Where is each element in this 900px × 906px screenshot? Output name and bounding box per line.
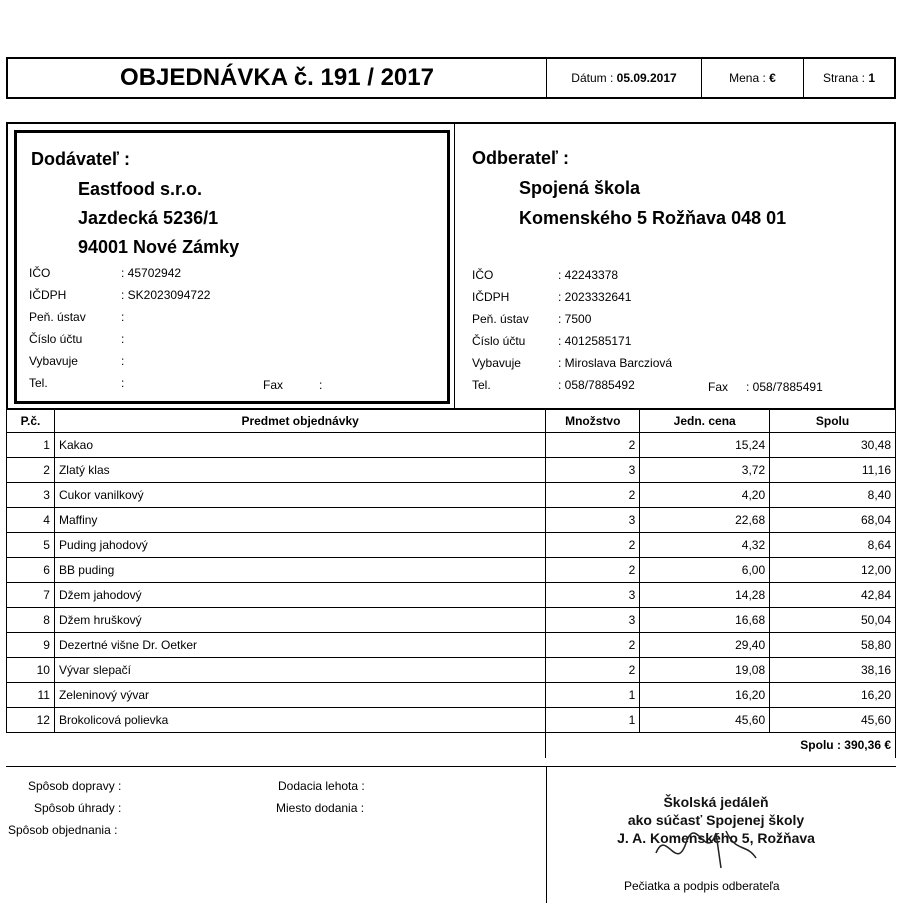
supplier-box (14, 130, 450, 404)
customer-handler-value: : Miroslava Barcziová (558, 356, 673, 370)
supplier-account-value: : (121, 332, 125, 346)
row-item: Brokolicová polievka (54, 708, 545, 733)
customer-fax-value: : 058/7885491 (746, 380, 823, 394)
row-total: 12,00 (770, 558, 896, 583)
customer-ico-value: : 42243378 (558, 268, 619, 282)
grand-total-row (7, 733, 896, 758)
row-unit-price: 29,40 (640, 633, 770, 658)
row-total: 42,84 (770, 583, 896, 608)
supplier-ico-value: : 45702942 (121, 266, 182, 280)
supplier-heading: Dodávateľ : (31, 149, 130, 169)
row-number: 11 (7, 683, 55, 708)
table-row (7, 433, 896, 458)
customer-address: Komenského 5 Rožňava 048 01 (519, 208, 787, 228)
row-number: 8 (7, 608, 55, 633)
row-item: Zeleninový vývar (54, 683, 545, 708)
row-unit-price: 14,28 (640, 583, 770, 608)
stamp-line-1: Školská jedáleň (663, 794, 769, 810)
table-row (7, 483, 896, 508)
order-header (6, 57, 896, 99)
footer-divider (546, 767, 547, 903)
row-quantity: 2 (546, 658, 640, 683)
row-number: 10 (7, 658, 55, 683)
supplier-ico-label: IČO (29, 266, 51, 280)
row-total: 8,40 (770, 483, 896, 508)
row-item: Maffiny (54, 508, 545, 533)
row-item: Džem hruškový (54, 608, 545, 633)
row-item: Dezertné višne Dr. Oetker (54, 633, 545, 658)
supplier-tel-value: : (121, 376, 125, 390)
row-total: 45,60 (770, 708, 896, 733)
row-quantity: 2 (546, 483, 640, 508)
table-row (7, 708, 896, 733)
customer-heading: Odberateľ : (472, 148, 569, 168)
customer-account-label: Číslo účtu (472, 334, 526, 348)
signature-scribble (646, 823, 766, 883)
row-item: Cukor vanilkový (54, 483, 545, 508)
supplier-tel-label: Tel. (29, 376, 48, 390)
delivery-place-label: Miesto dodania : (276, 801, 365, 815)
row-item: Zlatý klas (54, 458, 545, 483)
customer-tel-value: : 058/7885492 (558, 378, 635, 392)
row-item: Džem jahodový (54, 583, 545, 608)
table-row (7, 558, 896, 583)
customer-icdph-label: IČDPH (472, 290, 510, 304)
table-row (7, 458, 896, 483)
payment-label: Spôsob úhrady : (34, 801, 122, 815)
currency-label: Mena : (729, 71, 766, 85)
table-row (7, 658, 896, 683)
row-unit-price: 3,72 (640, 458, 770, 483)
row-unit-price: 4,32 (640, 533, 770, 558)
date-value: 05.09.2017 (616, 71, 677, 85)
order-method-label: Spôsob objednania : (8, 823, 118, 837)
parties-divider (454, 124, 455, 408)
parties-section (6, 122, 896, 410)
stamp-line-2: ako súčasť Spojenej školy (627, 812, 805, 828)
table-row (7, 608, 896, 633)
row-quantity: 3 (546, 508, 640, 533)
customer-fax-label: Fax (708, 380, 729, 394)
supplier-handler-label: Vybavuje (29, 354, 78, 368)
table-row (7, 533, 896, 558)
page-value: 1 (868, 71, 876, 85)
row-number: 1 (7, 433, 55, 458)
row-unit-price: 45,60 (640, 708, 770, 733)
transport-label: Spôsob dopravy : (28, 779, 122, 793)
items-table (6, 408, 896, 758)
row-number: 4 (7, 508, 55, 533)
row-item: Kakao (54, 433, 545, 458)
row-quantity: 2 (546, 433, 640, 458)
supplier-street: Jazdecká 5236/1 (78, 208, 219, 228)
row-total: 30,48 (770, 433, 896, 458)
row-total: 58,80 (770, 633, 896, 658)
row-quantity: 3 (546, 583, 640, 608)
row-quantity: 3 (546, 458, 640, 483)
row-item: Vývar slepačí (54, 658, 545, 683)
date-label: Dátum : (571, 71, 614, 85)
customer-icdph-value: : 2023332641 (558, 290, 632, 304)
row-total: 68,04 (770, 508, 896, 533)
supplier-bank-value: : (121, 310, 125, 324)
supplier-city: 94001 Nové Zámky (78, 237, 240, 257)
row-number: 2 (7, 458, 55, 483)
page-label: Strana : (822, 71, 865, 85)
customer-ico-label: IČO (472, 268, 494, 282)
date-cell (546, 59, 701, 97)
supplier-fax-label: Fax (263, 378, 284, 392)
currency-cell (701, 59, 803, 97)
row-item: Puding jahodový (54, 533, 545, 558)
customer-bank-value: : 7500 (558, 312, 592, 326)
supplier-handler-value: : (121, 354, 125, 368)
customer-name: Spojená škola (519, 178, 641, 198)
currency-value: € (769, 71, 776, 85)
row-quantity: 2 (546, 533, 640, 558)
order-footer (6, 766, 896, 902)
row-unit-price: 15,24 (640, 433, 770, 458)
row-number: 5 (7, 533, 55, 558)
row-number: 12 (7, 708, 55, 733)
page-cell (803, 59, 894, 97)
supplier-name: Eastfood s.r.o. (78, 179, 203, 199)
supplier-fax-value: : (319, 378, 323, 392)
supplier-icdph-label: IČDPH (29, 288, 67, 302)
row-quantity: 1 (546, 683, 640, 708)
order-title: OBJEDNÁVKA č. 191 / 2017 (120, 64, 434, 91)
row-unit-price: 19,08 (640, 658, 770, 683)
table-row (7, 583, 896, 608)
row-quantity: 2 (546, 633, 640, 658)
col-header-no: P.č. (7, 409, 55, 433)
row-number: 7 (7, 583, 55, 608)
signature-caption: Pečiatka a podpis odberateľa (624, 879, 780, 893)
table-header-row (7, 409, 896, 433)
row-unit-price: 16,20 (640, 683, 770, 708)
table-row (7, 508, 896, 533)
row-unit-price: 6,00 (640, 558, 770, 583)
supplier-bank-label: Peň. ústav (29, 310, 86, 324)
supplier-account-label: Číslo účtu (29, 332, 83, 346)
col-header-total: Spolu (770, 409, 896, 433)
row-unit-price: 4,20 (640, 483, 770, 508)
table-row (7, 683, 896, 708)
customer-tel-label: Tel. (472, 378, 491, 392)
supplier-icdph-value: : SK2023094722 (121, 288, 211, 302)
row-total: 11,16 (770, 458, 896, 483)
grand-total: Spolu : 390,36 € (546, 733, 896, 758)
row-total: 8,64 (770, 533, 896, 558)
total-spacer (7, 733, 546, 758)
customer-handler-label: Vybavuje (472, 356, 521, 370)
row-number: 9 (7, 633, 55, 658)
row-number: 6 (7, 558, 55, 583)
row-unit-price: 16,68 (640, 608, 770, 633)
row-quantity: 2 (546, 558, 640, 583)
col-header-qty: Množstvo (546, 409, 640, 433)
row-quantity: 1 (546, 708, 640, 733)
col-header-item: Predmet objednávky (54, 409, 545, 433)
customer-bank-label: Peň. ústav (472, 312, 529, 326)
row-number: 3 (7, 483, 55, 508)
customer-account-value: : 4012585171 (558, 334, 632, 348)
table-row (7, 633, 896, 658)
row-total: 38,16 (770, 658, 896, 683)
row-total: 16,20 (770, 683, 896, 708)
row-quantity: 3 (546, 608, 640, 633)
row-item: BB puding (54, 558, 545, 583)
col-header-unit-price: Jedn. cena (640, 409, 770, 433)
row-total: 50,04 (770, 608, 896, 633)
delivery-term-label: Dodacia lehota : (278, 779, 365, 793)
row-unit-price: 22,68 (640, 508, 770, 533)
stamp-line-3: J. A. Komenského 5, Rožňava (617, 830, 815, 846)
